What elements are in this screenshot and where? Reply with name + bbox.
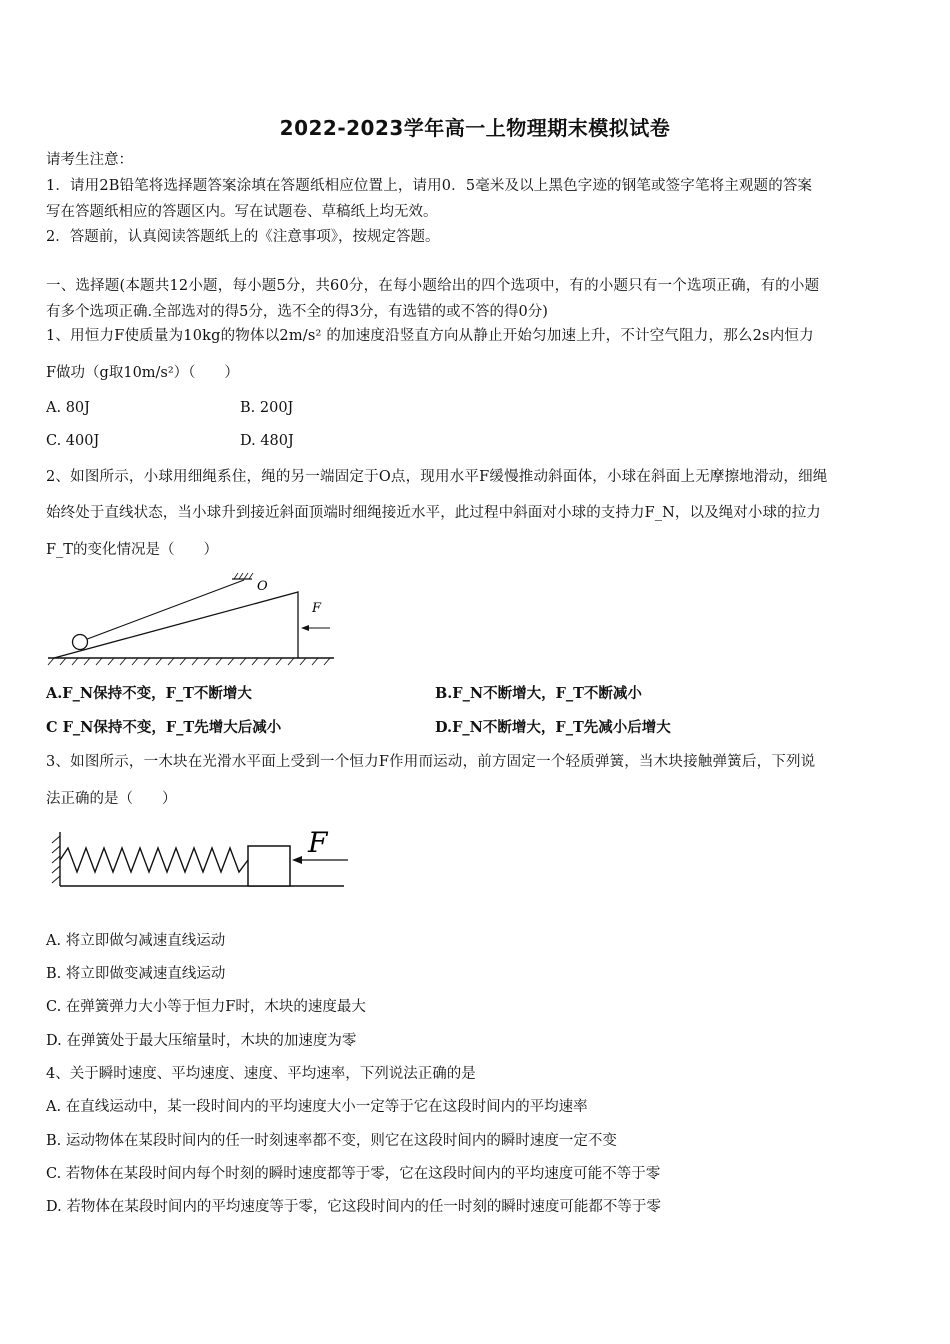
q1-stem-line-1: 1、用恒力F使质量为10kg的物体以2m/s² 的加速度沿竖直方向从静止开始匀加速上升，不计空气阻力，那么2s内恒力 [46, 328, 814, 344]
point-o-label: O [257, 579, 268, 594]
q3-option-a: A. 将立即做匀减速直线运动 [46, 933, 226, 949]
q3-option-c: C. 在弹簧弹力大小等于恒力F时，木块的速度最大 [46, 999, 366, 1015]
section-1-instructions-line-2: 有多个选项正确.全部选对的得5分，选不全的得3分，有选错的或不答的得0分) [46, 304, 548, 320]
q3-stem-line-2: 法正确的是（ ） [46, 791, 177, 807]
q2-option-a: A.F_N保持不变，F_T不断增大 [46, 685, 252, 702]
q4-option-a: A. 在直线运动中，某一段时间内的平均速度大小一定等于它在这段时间内的平均速率 [46, 1099, 588, 1115]
force-arrowhead [301, 625, 309, 631]
q1-option-c: C. 400J [46, 433, 100, 449]
q2-option-c: C F_N保持不变，F_T先增大后减小 [46, 719, 282, 736]
q2-stem-line-3: F_T的变化情况是（ ） [46, 542, 218, 558]
q2-stem-line-1: 2、如图所示，小球用细绳系住，绳的另一端固定于O点，现用水平F缓慢推动斜面体，小球在斜面上无摩擦地滑动，细绳 [46, 469, 828, 485]
notice-item-1-line-2: 写在答题纸相应的答题区内。写在试题卷、草稿纸上均无效。 [46, 204, 438, 220]
q4-stem: 4、关于瞬时速度、平均速度、速度、平均速率，下列说法正确的是 [46, 1066, 476, 1082]
ball [73, 635, 88, 650]
q4-option-c: C. 若物体在某段时间内每个时刻的瞬时速度都等于零，它在这段时间内的平均速度可能不等于零 [46, 1166, 661, 1182]
ground-hatching [48, 658, 330, 665]
page-title: 2022-2023学年高一上物理期末模拟试卷 [279, 116, 671, 140]
notice-item-1-line-1: 1．请用2B铅笔将选择题答案涂填在答题纸相应位置上，请用0．5毫米及以上黑色字迹的钢笔或签字笔将主观题的答案 [46, 178, 813, 194]
wood-block [248, 846, 290, 886]
q1-option-b: B. 200J [240, 400, 294, 416]
notice-heading: 请考生注意： [46, 152, 133, 168]
q4-option-d: D. 若物体在某段时间内的平均速度等于零，它这段时间内的任一时刻的瞬时速度可能都不等于零 [46, 1199, 661, 1215]
q1-option-a: A. 80J [46, 400, 90, 416]
q3-option-d: D. 在弹簧处于最大压缩量时，木块的加速度为零 [46, 1033, 357, 1049]
q4-option-b: B. 运动物体在某段时间内的任一时刻速率都不变，则它在这段时间内的瞬时速度一定不变 [46, 1133, 617, 1149]
q1-stem-line-2: F做功（g取10m/s²）（ ） [46, 365, 239, 381]
section-1-instructions-line-1: 一、选择题(本题共12小题，每小题5分，共60分，在每小题给出的四个选项中，有的小题只有一个选项正确，有的小题 [46, 278, 820, 294]
force-f-label: F [312, 601, 322, 616]
notice-item-2: 2．答题前，认真阅读答题纸上的《注意事项》，按规定答题。 [46, 229, 440, 245]
ceiling-hatching [234, 573, 253, 579]
q3-option-b: B. 将立即做变减速直线运动 [46, 966, 226, 982]
q2-incline-figure [46, 570, 336, 666]
q3-spring-figure [44, 826, 350, 892]
q2-option-d: D.F_N不断增大，F_T先减小后增大 [435, 719, 671, 736]
force-f-label: F [308, 826, 328, 859]
spring [60, 848, 248, 872]
q2-option-b: B.F_N不断增大，F_T不断减小 [435, 685, 642, 702]
force-arrowhead [292, 856, 302, 864]
incline-block [54, 592, 298, 658]
q1-option-d: D. 480J [240, 433, 294, 449]
q2-stem-line-2: 始终处于直线状态，当小球升到接近斜面顶端时细绳接近水平，此过程中斜面对小球的支持力F_N，以及绳对小球的拉力 [46, 505, 821, 521]
wall-hatching [52, 836, 60, 883]
string-line [82, 580, 244, 641]
q3-stem-line-1: 3、如图所示，一木块在光滑水平面上受到一个恒力F作用而运动，前方固定一个轻质弹簧，当木块接触弹簧后，下列说 [46, 754, 816, 770]
